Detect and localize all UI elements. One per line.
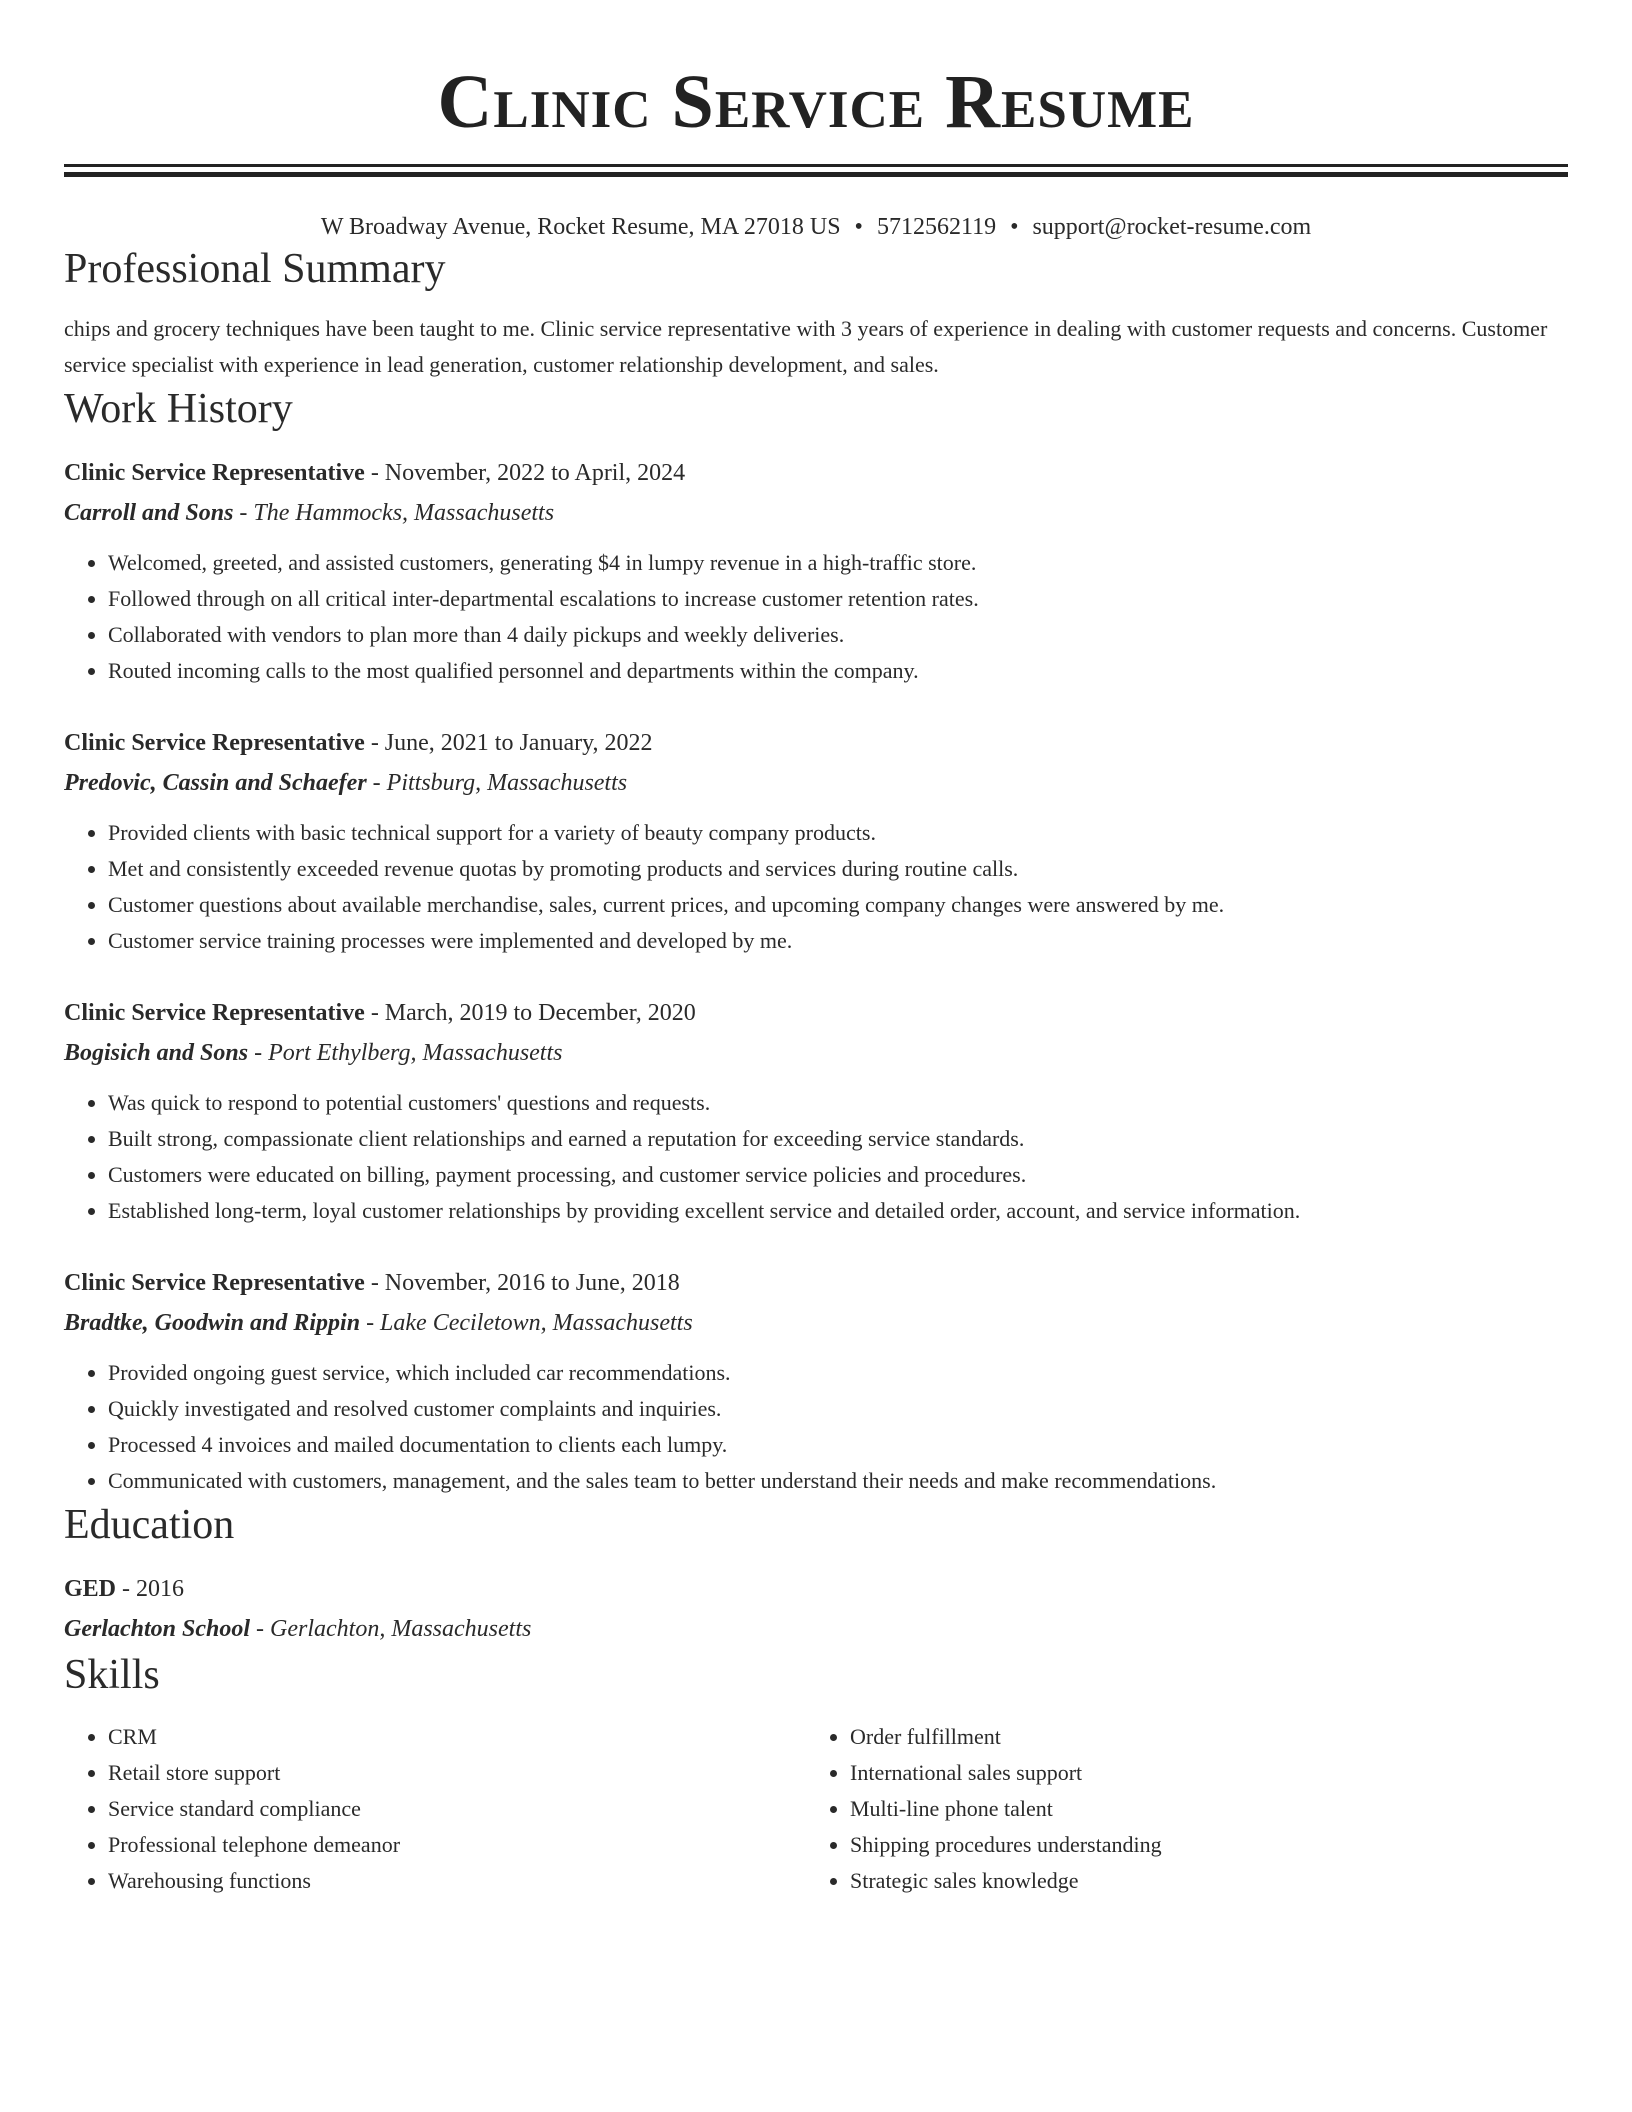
- job-bullet: • Met and consistently exceeded revenue quotas by promoting products and services during routine calls.: [108, 851, 1568, 887]
- job-title-line: [64, 993, 1568, 1033]
- skill-item: • Strategic sales knowledge: [850, 1863, 1548, 1899]
- education-degree-line: [64, 1569, 1568, 1609]
- education-year: - 2016: [116, 1576, 185, 1602]
- education-location: - Gerlachton, Massachusetts: [250, 1616, 532, 1642]
- title-divider-thin: [64, 164, 1568, 167]
- job-bullet: • Communicated with customers, management, and the sales team to better understand their needs and make recommendations.: [108, 1463, 1568, 1499]
- job-bullet: • Routed incoming calls to the most qualified personnel and departments within the company.: [108, 653, 1568, 689]
- job-bullet: • Followed through on all critical inter-departmental escalations to increase customer retention rates.: [108, 581, 1568, 617]
- job-bullets: [64, 1085, 1568, 1229]
- job-company-line: [64, 1303, 1568, 1343]
- contact-email: support@rocket-resume.com: [1032, 214, 1312, 240]
- job-bullet: • Collaborated with vendors to plan more than 4 daily pickups and weekly deliveries.: [108, 617, 1568, 653]
- skills-list: [64, 1719, 806, 1899]
- job-bullet: • Customers were educated on billing, payment processing, and customer service policies and procedures.: [108, 1157, 1568, 1193]
- job-entry: [64, 453, 1568, 689]
- skill-item: • Service standard compliance: [108, 1791, 806, 1827]
- education-heading: Education: [64, 1502, 235, 1548]
- skills-list: [806, 1719, 1548, 1899]
- resume-title: Clinic Service Resume: [437, 60, 1195, 144]
- job-company-line: [64, 493, 1568, 533]
- job-entry: [64, 993, 1568, 1229]
- job-location: - Lake Ceciletown, Massachusetts: [360, 1310, 693, 1336]
- job-dates: - November, 2022 to April, 2024: [364, 460, 686, 486]
- job-company: Bradtke, Goodwin and Rippin: [64, 1310, 361, 1336]
- job-location: - The Hammocks, Massachusetts: [233, 500, 555, 526]
- job-bullet: • Welcomed, greeted, and assisted customers, generating $4 in lumpy revenue in a high-traffic store.: [108, 545, 1568, 581]
- job-bullets: [64, 545, 1568, 689]
- skill-item: • Multi-line phone talent: [850, 1791, 1548, 1827]
- job-title-line: [64, 723, 1568, 763]
- job-bullet: • Customer questions about available merchandise, sales, current prices, and upcoming company changes were answered by me.: [108, 887, 1568, 923]
- job-bullet: • Processed 4 invoices and mailed documentation to clients each lumpy.: [108, 1427, 1568, 1463]
- skill-item: • Retail store support: [108, 1755, 806, 1791]
- job-location: - Port Ethylberg, Massachusetts: [248, 1040, 563, 1066]
- title-divider-thick: [64, 172, 1568, 177]
- job-title-line: [64, 453, 1568, 493]
- contact-line: [64, 211, 1568, 243]
- job-bullet: • Provided clients with basic technical support for a variety of beauty company products.: [108, 815, 1568, 851]
- skill-item: • Order fulfillment: [850, 1719, 1548, 1755]
- job-dates: - June, 2021 to January, 2022: [364, 730, 653, 756]
- job-location: - Pittsburg, Massachusetts: [366, 770, 628, 796]
- contact-separator: •: [854, 214, 863, 240]
- job-bullet: • Provided ongoing guest service, which included car recommendations.: [108, 1355, 1568, 1391]
- job-dates: - March, 2019 to December, 2020: [364, 1000, 696, 1026]
- job-role: Clinic Service Representative: [64, 1270, 365, 1296]
- job-company-line: [64, 763, 1568, 803]
- summary-text: chips and grocery techniques have been taught to me. Clinic service representative with 3 years of experience in dealing with customer requests and concerns. Customer service specialist with experience in lead generation, customer relationship development, and sales.: [64, 316, 1548, 377]
- skill-item: • Shipping procedures understanding: [850, 1827, 1548, 1863]
- job-entry: [64, 723, 1568, 959]
- education-degree: GED: [64, 1576, 117, 1602]
- skills-column-right: [806, 1719, 1548, 1899]
- job-title-line: [64, 1263, 1568, 1303]
- skills-heading: Skills: [64, 1652, 160, 1698]
- skills-column-left: [64, 1719, 806, 1899]
- skill-item: • Professional telephone demeanor: [108, 1827, 806, 1863]
- job-company: Bogisich and Sons: [64, 1040, 249, 1066]
- skill-item: • Warehousing functions: [108, 1863, 806, 1899]
- job-role: Clinic Service Representative: [64, 1000, 365, 1026]
- job-company: Carroll and Sons: [64, 500, 234, 526]
- job-role: Clinic Service Representative: [64, 730, 365, 756]
- job-role: Clinic Service Representative: [64, 460, 365, 486]
- job-bullet: • Was quick to respond to potential customers' questions and requests.: [108, 1085, 1568, 1121]
- skills-grid: [64, 1719, 1568, 1899]
- job-bullets: [64, 815, 1568, 959]
- work-history-heading: Work History: [64, 386, 293, 432]
- job-dates: - November, 2016 to June, 2018: [364, 1270, 680, 1296]
- job-company: Predovic, Cassin and Schaefer: [64, 770, 367, 796]
- job-bullets: [64, 1355, 1568, 1499]
- contact-phone: 5712562119: [876, 214, 997, 240]
- job-bullet: • Built strong, compassionate client relationships and earned a reputation for exceeding service standards.: [108, 1121, 1568, 1157]
- contact-separator: •: [1010, 214, 1019, 240]
- summary-heading: Professional Summary: [64, 246, 446, 292]
- skill-item: • CRM: [108, 1719, 806, 1755]
- education-school: Gerlachton School: [64, 1616, 251, 1642]
- contact-address: W Broadway Avenue, Rocket Resume, MA 27018 US: [320, 214, 841, 240]
- job-company-line: [64, 1033, 1568, 1073]
- job-bullet: • Quickly investigated and resolved customer complaints and inquiries.: [108, 1391, 1568, 1427]
- job-bullet: • Established long-term, loyal customer relationships by providing excellent service and detailed order, account, and service information.: [108, 1193, 1568, 1229]
- education-entry: [64, 1569, 1568, 1649]
- job-bullet: • Customer service training processes were implemented and developed by me.: [108, 923, 1568, 959]
- job-entry: [64, 1263, 1568, 1499]
- skill-item: • International sales support: [850, 1755, 1548, 1791]
- education-school-line: [64, 1609, 1568, 1649]
